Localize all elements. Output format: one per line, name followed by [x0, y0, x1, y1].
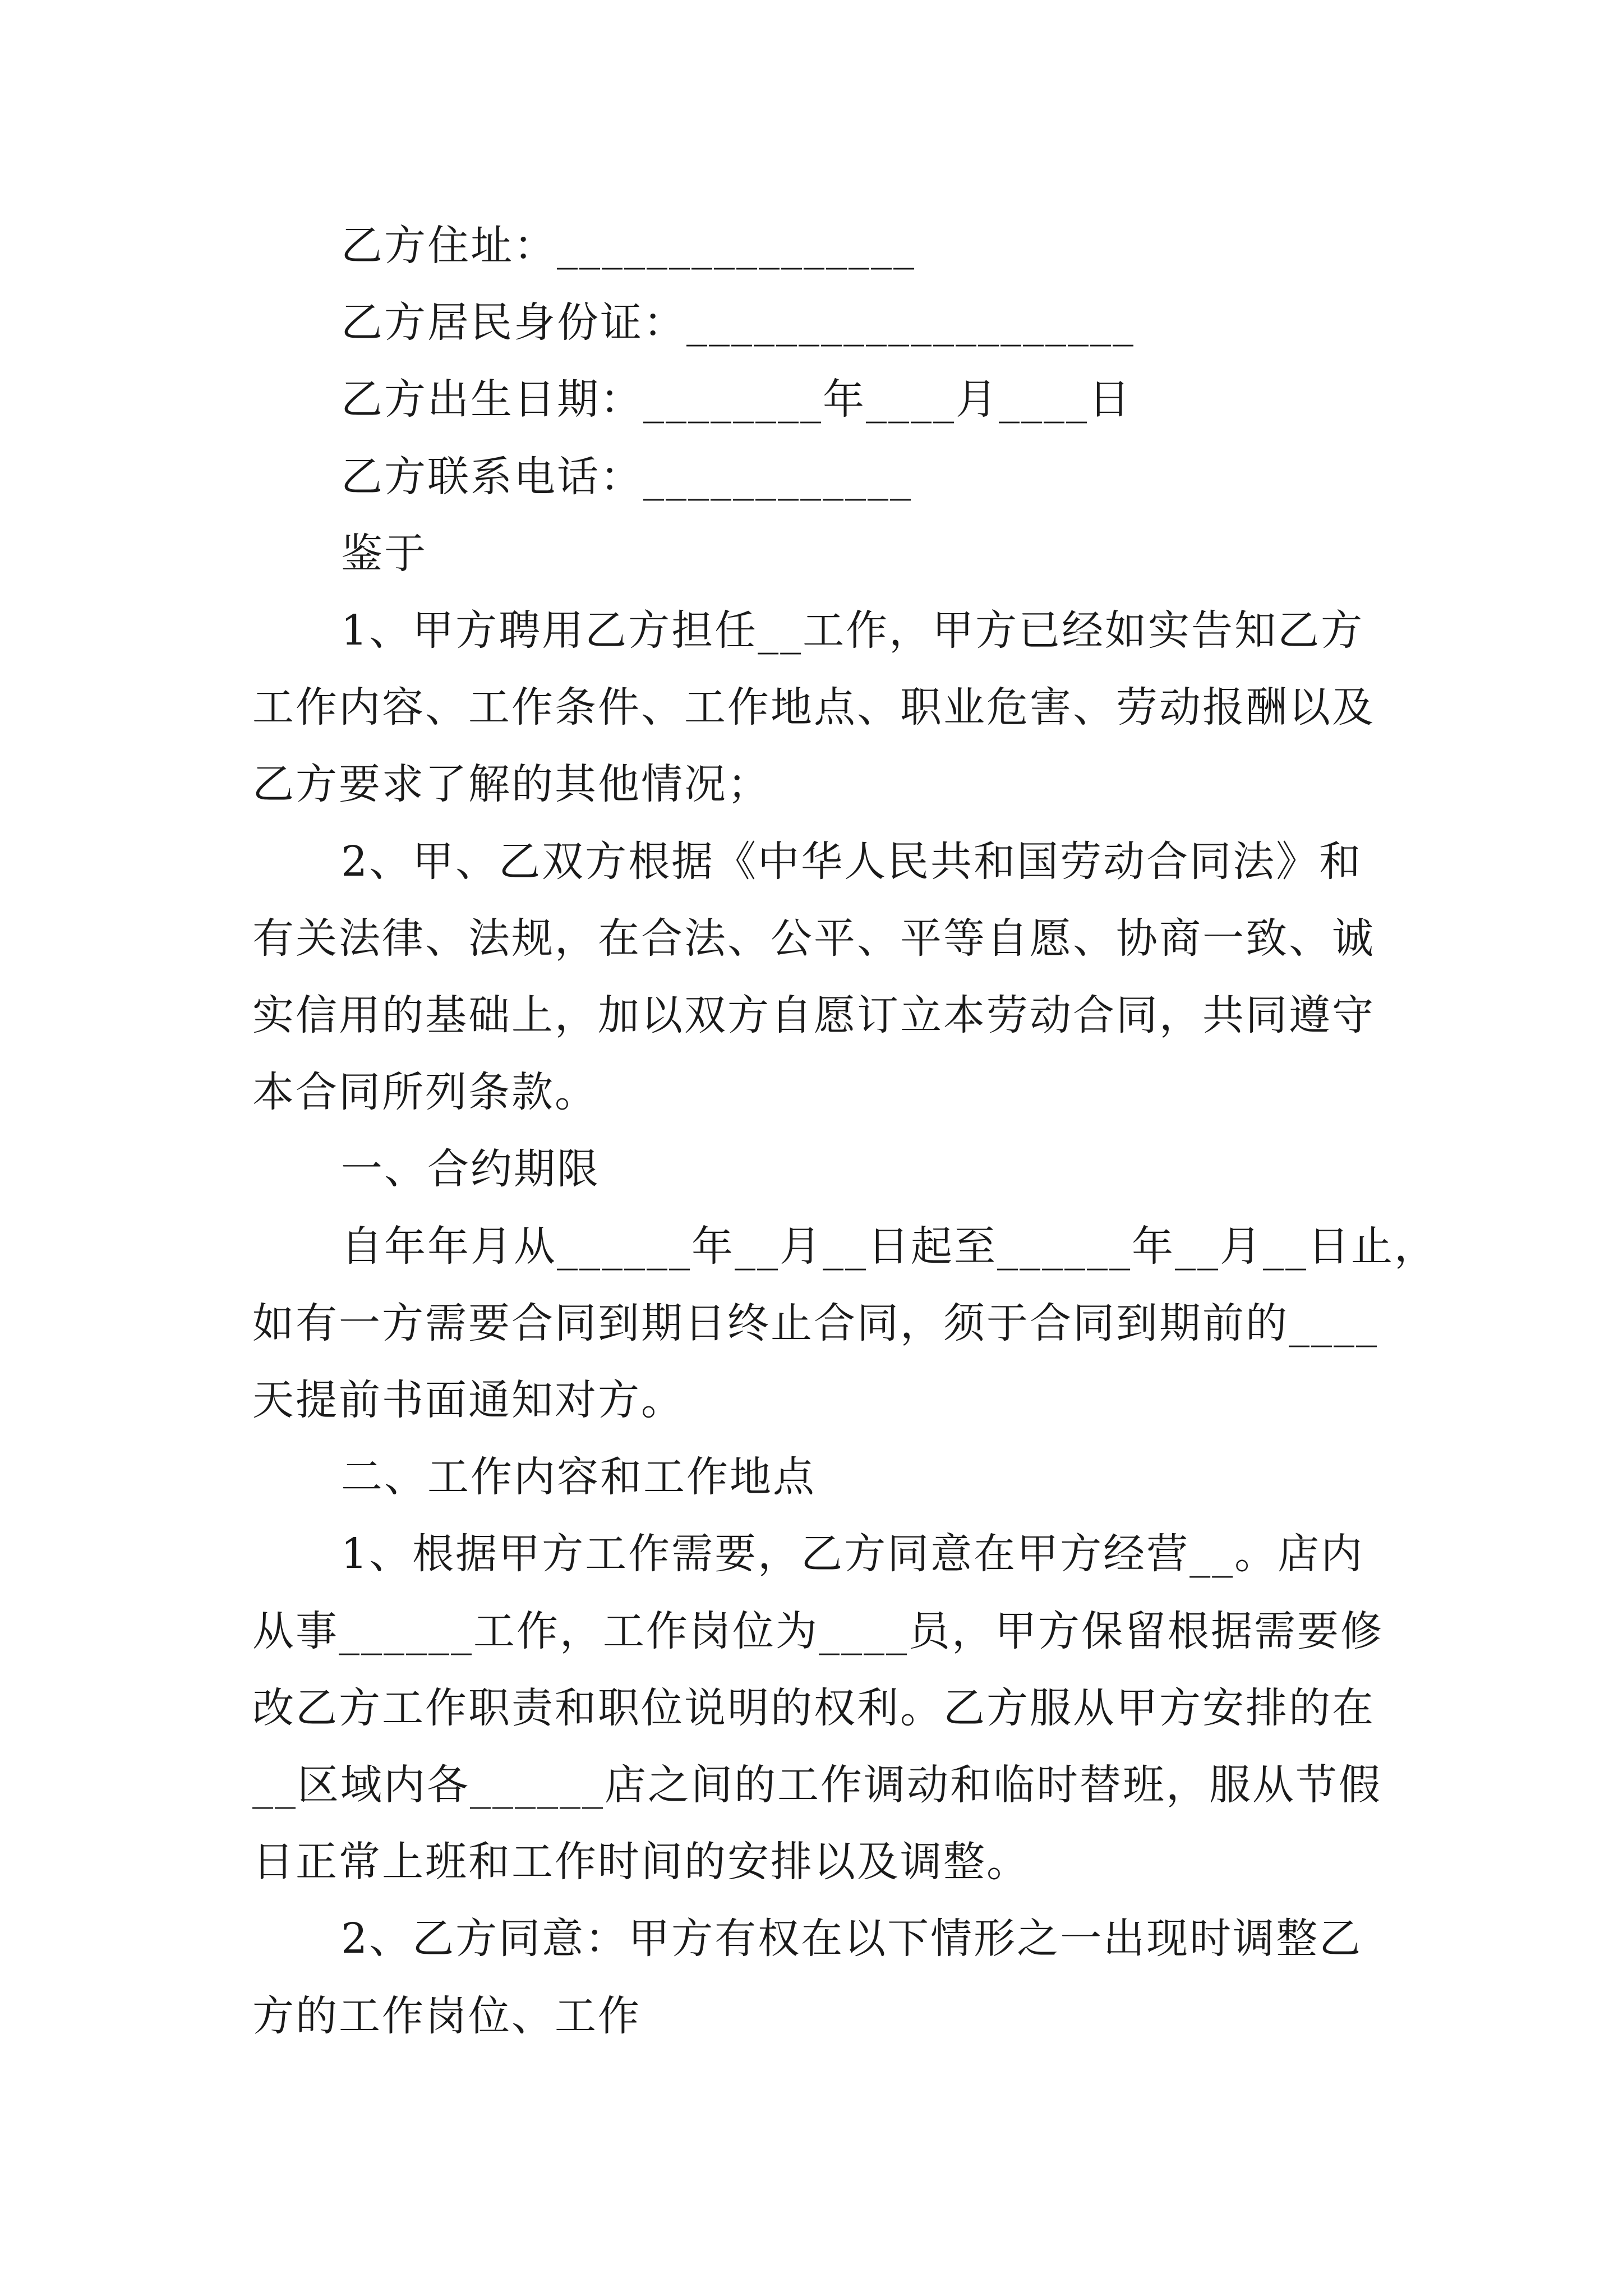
text-line: 1、根据甲方工作需要，乙方同意在甲方经营__。店内	[341, 1530, 1364, 1578]
text-line: 1、甲方聘用乙方担任__工作，甲方已经如实告知乙方	[341, 606, 1364, 655]
text-line: 实信用的基础上，加以双方自愿订立本劳动合同，共同遵守	[252, 991, 1375, 1039]
text-line: 乙方联系电话：____________	[341, 453, 912, 501]
text-line: 本合同所列条款。	[252, 1068, 598, 1116]
text-line: 如有一方需要合同到期日终止合同，须于合同到期前的____	[252, 1299, 1378, 1347]
text-line: 天提前书面通知对方。	[252, 1376, 684, 1424]
text-line: 鉴于	[341, 530, 427, 578]
text-line: 2、乙方同意：甲方有权在以下情形之一出现时调整乙	[341, 1915, 1363, 1963]
text-line: 有关法律、法规，在合法、公平、平等自愿、协商一致、诚	[252, 914, 1375, 963]
text-line: 自年年月从______年__月__日起至______年__月__日止，	[341, 1222, 1437, 1271]
text-line: 乙方要求了解的其他情况；	[252, 760, 771, 808]
text-line: 从事______工作，工作岗位为____员，甲方保留根据需要修	[252, 1607, 1384, 1655]
text-line: 乙方住址：________________	[341, 222, 916, 270]
text-line: __区域内各______店之间的工作调动和临时替班，服从节假	[252, 1761, 1382, 1809]
text-line: 乙方出生日期：________年____月____日	[341, 375, 1132, 424]
section-heading: 二、工作内容和工作地点	[341, 1453, 816, 1501]
text-line: 2、甲、乙双方根据《中华人民共和国劳动合同法》和	[341, 838, 1363, 886]
text-line: 工作内容、工作条件、工作地点、职业危害、劳动报酬以及	[252, 683, 1375, 731]
section-heading: 一、合约期限	[341, 1145, 600, 1193]
text-line: 日正常上班和工作时间的安排以及调整。	[252, 1838, 1030, 1886]
text-line: 方的工作岗位、工作	[252, 1992, 641, 2040]
text-line: 乙方居民身份证：____________________	[341, 298, 1135, 347]
text-line: 改乙方工作职责和职位说明的权利。乙方服从甲方安排的在	[252, 1684, 1375, 1732]
